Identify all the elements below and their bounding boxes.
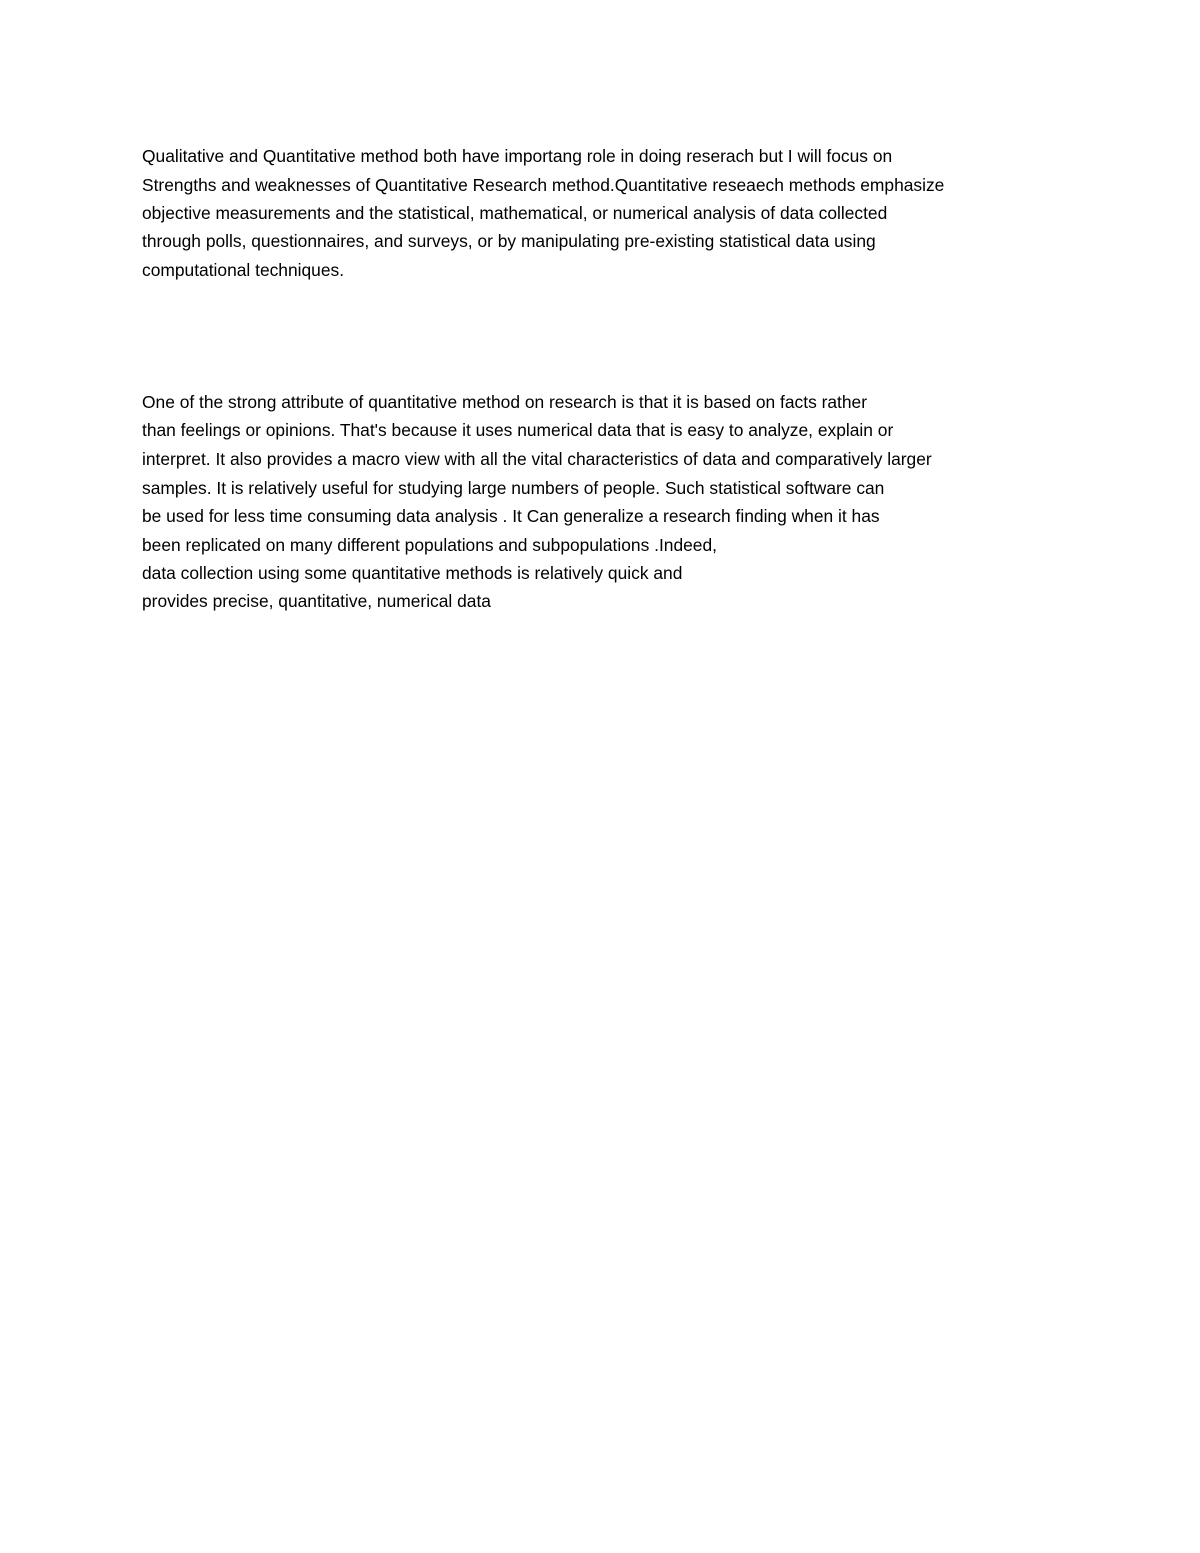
paragraph-2-line: be used for less time consuming data analysis . It Can generalize a research finding when it has [142,506,880,526]
paragraph-1-line: Strengths and weaknesses of Quantitative Research method.Quantitative reseaech methods emphasize [142,175,945,195]
paragraph-2-line: interpret. It also provides a macro view with all the vital characteristics of data and comparatively larger [142,449,932,469]
paragraph-1-line: Qualitative and Quantitative method both have importang role in doing reserach but I will focus on [142,146,893,166]
paragraph-1-line: objective measurements and the statistical, mathematical, or numerical analysis of data collected [142,203,888,223]
paragraph-2-line: data collection using some quantitative methods is relatively quick and [142,563,683,583]
paragraph-2-line: been replicated on many different populations and subpopulations .Indeed, [142,535,717,555]
paragraph-2-line: than feelings or opinions. That's because it uses numerical data that is easy to analyze, explain or [142,420,894,440]
paragraph-2-line: samples. It is relatively useful for studying large numbers of people. Such statistical software can [142,478,885,498]
paragraph-2-line: One of the strong attribute of quantitative method on research is that it is based on facts rather [142,392,868,412]
paragraph-1-line: computational techniques. [142,260,345,280]
paragraph-1-line: through polls, questionnaires, and surveys, or by manipulating pre-existing statistical data using [142,231,876,251]
paragraph-2-line: provides precise, quantitative, numerical data [142,591,491,611]
